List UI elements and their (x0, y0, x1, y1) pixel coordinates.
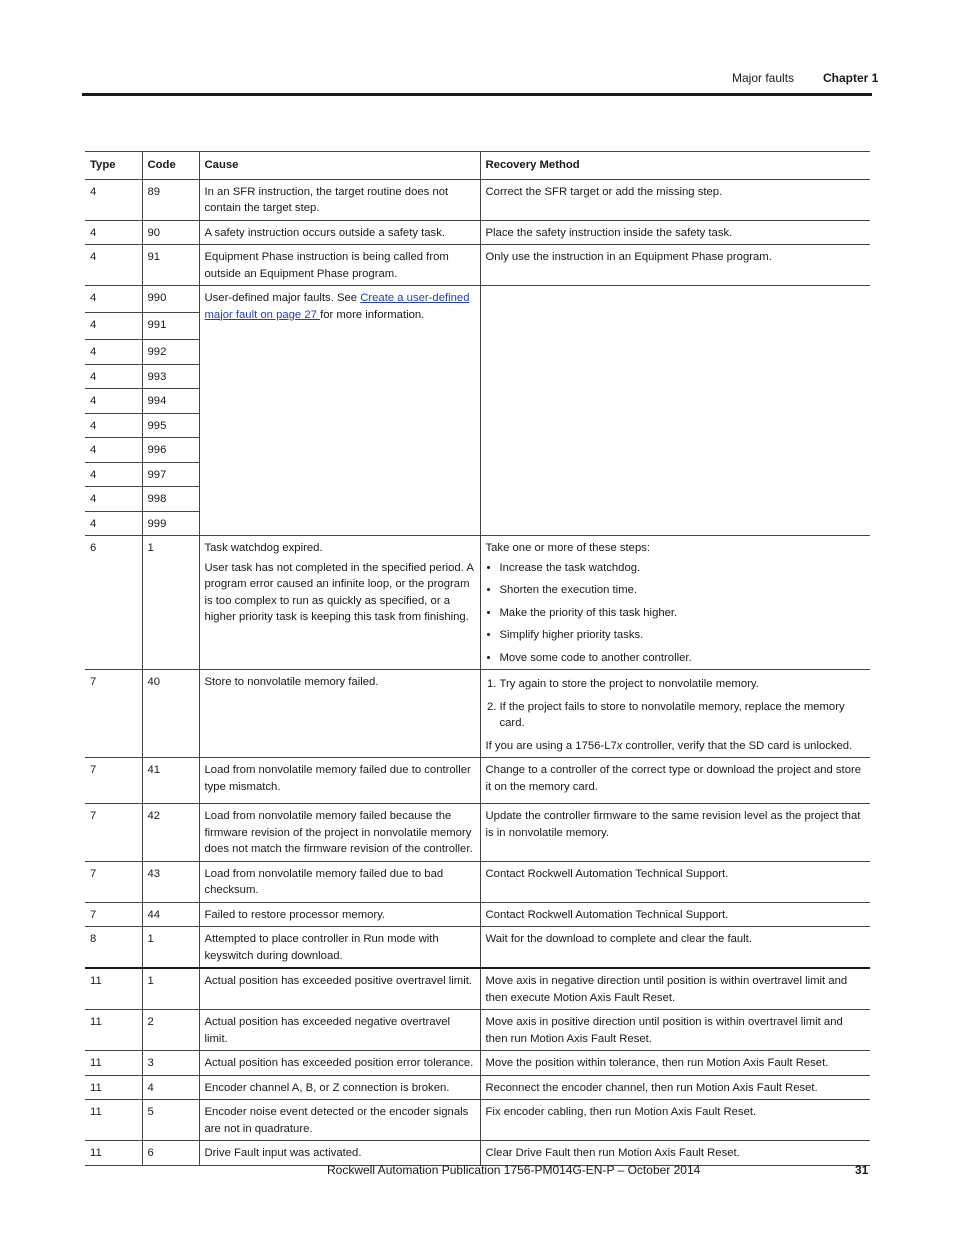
watchdog-cause-title: Task watchdog expired. (204, 542, 323, 554)
type-cell: 4 (85, 389, 142, 414)
list-item: • Shorten the execution time. (500, 582, 866, 599)
code-cell: 999 (142, 511, 199, 536)
cause-cell: Attempted to place controller in Run mode with keyswitch during download. (199, 927, 480, 969)
recovery-cell: Change to a controller of the correct type or download the project and store it on the memory card. (480, 758, 870, 804)
code-cell: 992 (142, 340, 199, 365)
user-defined-cause-text: User-defined major faults. See (204, 292, 361, 304)
major-faults-table (85, 151, 870, 1166)
table-row (85, 245, 870, 286)
code-cell: 993 (142, 364, 199, 389)
table-row (85, 1051, 870, 1076)
code-cell: 994 (142, 389, 199, 414)
type-cell: 4 (85, 220, 142, 245)
type-cell: 8 (85, 927, 142, 969)
recovery-cell: Wait for the download to complete and clear the fault. (480, 927, 870, 969)
recovery-cell: Fix encoder cabling, then run Motion Axis Fault Reset. (480, 1100, 870, 1141)
code-cell: 1 (142, 968, 199, 1010)
recovery-cell: Move axis in positive direction until position is within overtravel limit and then run Motion Axis Fault Reset. (480, 1010, 870, 1051)
recovery-cell: Update the controller firmware to the same revision level as the project that is in nonvolatile memory. (480, 804, 870, 862)
column-header-type: Type (85, 152, 142, 180)
cause-cell: Actual position has exceeded positive overtravel limit. (199, 968, 480, 1010)
type-cell: 4 (85, 462, 142, 487)
cause-cell: Drive Fault input was activated. (199, 1141, 480, 1166)
recovery-cell (480, 670, 870, 758)
table-row (85, 927, 870, 969)
code-cell: 42 (142, 804, 199, 862)
table-row (85, 968, 870, 1010)
watchdog-cause-body: User task has not completed in the specified period. A program error caused an infinite loop, or the program is too complex to run as quickly as specified, or a higher priority task is keeping this task from finishing. (204, 561, 474, 623)
code-cell: 990 (142, 286, 199, 313)
cause-cell: Store to nonvolatile memory failed. (199, 670, 480, 758)
recovery-cell: Contact Rockwell Automation Technical Support. (480, 902, 870, 927)
header-rule (82, 93, 872, 96)
type-cell: 4 (85, 179, 142, 220)
cause-cell: Actual position has exceeded negative overtravel limit. (199, 1010, 480, 1051)
note-text: controller, verify that the SD card is unlocked. (622, 739, 853, 752)
recovery-cell: Clear Drive Fault then run Motion Axis Fault Reset. (480, 1141, 870, 1166)
recovery-cell: Contact Rockwell Automation Technical Support. (480, 861, 870, 902)
list-item: • Increase the task watchdog. (500, 560, 866, 577)
list-item: • Simplify higher priority tasks. (500, 627, 866, 644)
type-cell: 4 (85, 438, 142, 463)
table-row (85, 1141, 870, 1166)
table-row (85, 861, 870, 902)
recovery-cell: Move axis in negative direction until position is within overtravel limit and then execute Motion Axis Fault Reset. (480, 968, 870, 1010)
type-cell: 7 (85, 670, 142, 758)
recovery-cell: Reconnect the encoder channel, then run Motion Axis Fault Reset. (480, 1075, 870, 1100)
recovery-cell: Only use the instruction in an Equipment Phase program. (480, 245, 870, 286)
nvm-recovery-note (486, 738, 866, 755)
cause-cell: Encoder channel A, B, or Z connection is broken. (199, 1075, 480, 1100)
recovery-cell: Correct the SFR target or add the missing step. (480, 179, 870, 220)
note-text: If you are using a 1756-L7 (485, 739, 617, 752)
type-cell: 4 (85, 313, 142, 340)
table-row (85, 758, 870, 804)
column-header-cause: Cause (199, 152, 480, 180)
header-chapter-label: Chapter 1 (823, 71, 879, 85)
type-cell: 11 (85, 1100, 142, 1141)
cause-cell-user-defined (199, 286, 480, 536)
type-cell: 11 (85, 1051, 142, 1076)
code-cell: 6 (142, 1141, 199, 1166)
code-cell: 41 (142, 758, 199, 804)
table-row (85, 536, 870, 670)
column-header-code: Code (142, 152, 199, 180)
list-item: 2. If the project fails to store to nonvolatile memory, replace the memory card. (500, 699, 866, 732)
code-cell: 1 (142, 536, 199, 670)
code-cell: 1 (142, 927, 199, 969)
type-cell: 4 (85, 245, 142, 286)
footer-publication: Rockwell Automation Publication 1756-PM014G-EN-P – October 2014 (327, 1163, 701, 1177)
cause-cell: Load from nonvolatile memory failed due to controller type mismatch. (199, 758, 480, 804)
type-cell: 7 (85, 758, 142, 804)
code-cell: 997 (142, 462, 199, 487)
type-cell: 7 (85, 902, 142, 927)
list-item: • Make the priority of this task higher. (500, 605, 866, 622)
code-cell: 44 (142, 902, 199, 927)
cause-cell: Failed to restore processor memory. (199, 902, 480, 927)
recovery-cell-empty (480, 286, 870, 536)
watchdog-recovery-intro: Take one or more of these steps: (485, 542, 651, 554)
type-cell: 6 (85, 536, 142, 670)
watchdog-recovery-list (486, 560, 866, 667)
code-cell: 5 (142, 1100, 199, 1141)
table-row (85, 1100, 870, 1141)
code-cell: 995 (142, 413, 199, 438)
type-cell: 4 (85, 286, 142, 313)
type-cell: 7 (85, 861, 142, 902)
recovery-cell (480, 536, 870, 670)
code-cell: 3 (142, 1051, 199, 1076)
code-cell: 991 (142, 313, 199, 340)
cause-cell: Load from nonvolatile memory failed due to bad checksum. (199, 861, 480, 902)
cause-cell: A safety instruction occurs outside a safety task. (199, 220, 480, 245)
cause-cell: Encoder noise event detected or the encoder signals are not in quadrature. (199, 1100, 480, 1141)
table-row (85, 804, 870, 862)
code-cell: 998 (142, 487, 199, 512)
cause-cell: In an SFR instruction, the target routine does not contain the target step. (199, 179, 480, 220)
code-cell: 89 (142, 179, 199, 220)
code-cell: 43 (142, 861, 199, 902)
code-cell: 40 (142, 670, 199, 758)
type-cell: 11 (85, 968, 142, 1010)
column-header-recovery: Recovery Method (480, 152, 870, 180)
list-item: 1. Try again to store the project to nonvolatile memory. (500, 676, 866, 693)
code-cell: 996 (142, 438, 199, 463)
type-cell: 4 (85, 364, 142, 389)
header-section-title: Major faults (732, 71, 795, 85)
user-defined-cause-suffix: for more information. (320, 308, 425, 321)
table-row (85, 902, 870, 927)
recovery-cell: Move the position within tolerance, then run Motion Axis Fault Reset. (480, 1051, 870, 1076)
code-cell: 2 (142, 1010, 199, 1051)
type-cell: 4 (85, 413, 142, 438)
cause-cell: Load from nonvolatile memory failed because the firmware revision of the project in nonvolatile memory does not match the firmware revision of the controller. (199, 804, 480, 862)
table-row (85, 1010, 870, 1051)
table-row (85, 286, 870, 313)
type-cell: 7 (85, 804, 142, 862)
type-cell: 4 (85, 487, 142, 512)
type-cell: 4 (85, 511, 142, 536)
recovery-cell: Place the safety instruction inside the safety task. (480, 220, 870, 245)
type-cell: 11 (85, 1010, 142, 1051)
type-cell: 11 (85, 1141, 142, 1166)
table-row (85, 1075, 870, 1100)
type-cell: 4 (85, 340, 142, 365)
table-row (85, 670, 870, 758)
cause-cell: Equipment Phase instruction is being called from outside an Equipment Phase program. (199, 245, 480, 286)
nvm-recovery-list (486, 676, 866, 732)
user-defined-fault-link[interactable]: Create a user-defined major fault on page 27 (204, 292, 470, 321)
note-italic: x (616, 739, 623, 752)
code-cell: 4 (142, 1075, 199, 1100)
list-item: • Move some code to another controller. (500, 650, 866, 667)
table-header-row (85, 152, 870, 180)
cause-cell (199, 536, 480, 670)
table-row (85, 220, 870, 245)
type-cell: 11 (85, 1075, 142, 1100)
code-cell: 90 (142, 220, 199, 245)
table-row (85, 179, 870, 220)
footer-page-number: 31 (855, 1163, 869, 1177)
cause-cell: Actual position has exceeded position error tolerance. (199, 1051, 480, 1076)
code-cell: 91 (142, 245, 199, 286)
